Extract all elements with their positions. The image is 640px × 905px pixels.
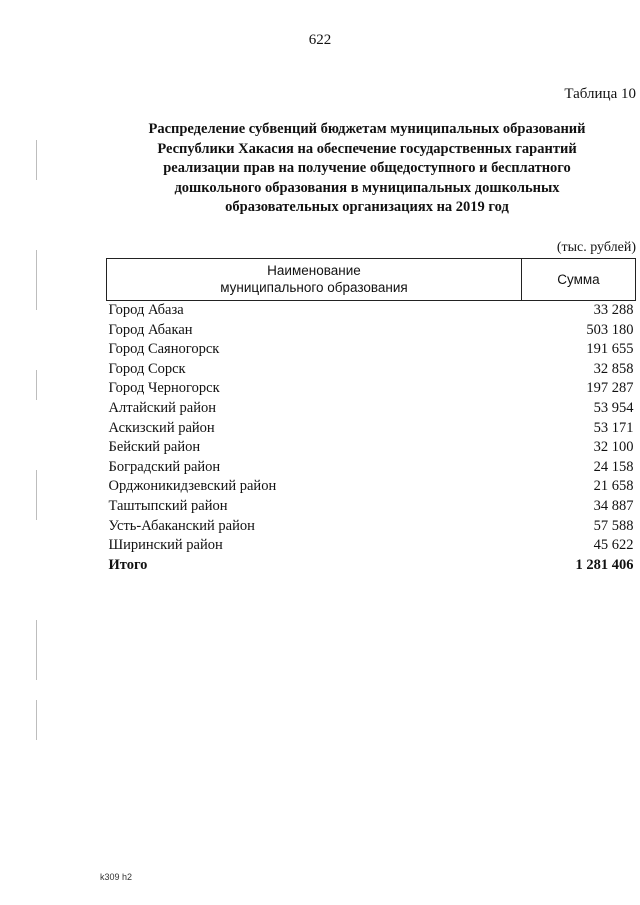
- column-header-name-line2: муниципального образования: [220, 280, 408, 295]
- table-row: [107, 419, 636, 439]
- amount: 191 655: [586, 341, 634, 358]
- table-row: [107, 477, 636, 497]
- table-row: [107, 321, 636, 341]
- amount: 57 588: [593, 517, 634, 534]
- amount: 53 954: [593, 399, 634, 416]
- municipality-name: Ширинский район: [108, 537, 223, 554]
- table-row: [107, 340, 636, 360]
- title-line: дошкольного образования в муниципальных дошкольных: [174, 179, 560, 196]
- table-row: [107, 536, 636, 556]
- units-label: (тыс. рублей): [556, 240, 636, 255]
- margin-scan-mark: [36, 620, 37, 680]
- municipality-name: Алтайский район: [108, 399, 216, 416]
- amount: 53 171: [593, 419, 634, 436]
- amount: 21 658: [593, 478, 634, 495]
- municipality-name: Аскизский район: [108, 419, 215, 436]
- table-row: [107, 517, 636, 537]
- title-line: Распределение субвенций бюджетам муниципальных образований: [148, 121, 586, 137]
- municipality-name: Бейский район: [108, 439, 201, 456]
- municipality-name: Город Абакан: [108, 321, 193, 338]
- amount: 34 887: [593, 497, 634, 514]
- total-row: [107, 556, 636, 576]
- margin-scan-mark: [36, 700, 37, 740]
- table-label: Таблица 10: [564, 86, 636, 102]
- municipality-name: Город Черногорск: [108, 380, 220, 397]
- column-header-name: [107, 259, 522, 301]
- table-row: [107, 360, 636, 380]
- title-line: реализации прав на получение общедоступного и бесплатного: [163, 160, 571, 176]
- municipality-name: Боградский район: [108, 458, 221, 475]
- amount: 33 288: [593, 302, 634, 318]
- table-row: [107, 301, 636, 321]
- table-row: [107, 438, 636, 458]
- total-label: Итого: [108, 556, 148, 573]
- footer-code: k309 h2: [100, 872, 133, 882]
- title-line: образовательных организациях на 2019 год: [225, 199, 509, 215]
- table-row: [107, 399, 636, 419]
- margin-scan-mark: [36, 250, 37, 310]
- column-header-sum: Сумма: [521, 259, 635, 301]
- margin-scan-mark: [36, 140, 37, 180]
- total-amount: 1 281 406: [575, 556, 634, 573]
- municipality-name: Орджоникидзевский район: [108, 478, 277, 495]
- title-line: Республики Хакасия на обеспечение государственных гарантий: [157, 140, 577, 157]
- amount: 45 622: [593, 537, 634, 554]
- amount: 24 158: [593, 458, 634, 475]
- amount: 32 100: [593, 439, 634, 456]
- table-row: [107, 458, 636, 478]
- column-header-name-line1: Наименование: [267, 263, 361, 278]
- municipality-name: Таштыпский район: [108, 497, 228, 514]
- municipality-name: Усть-Абаканский район: [108, 517, 255, 534]
- subvention-table: [106, 258, 636, 575]
- municipality-name: Город Сорск: [108, 360, 186, 377]
- margin-scan-mark: [36, 370, 37, 400]
- municipality-name: Город Абаза: [108, 302, 184, 318]
- amount: 197 287: [586, 380, 634, 397]
- municipality-name: Город Саяногорск: [108, 341, 220, 358]
- amount: 32 858: [593, 360, 634, 377]
- amount: 503 180: [586, 321, 634, 338]
- table-row: [107, 497, 636, 517]
- margin-scan-mark: [36, 470, 37, 520]
- page-number: 622: [308, 32, 332, 48]
- document-title: [120, 120, 614, 218]
- table-header-row: [107, 259, 636, 301]
- table-row: [107, 379, 636, 399]
